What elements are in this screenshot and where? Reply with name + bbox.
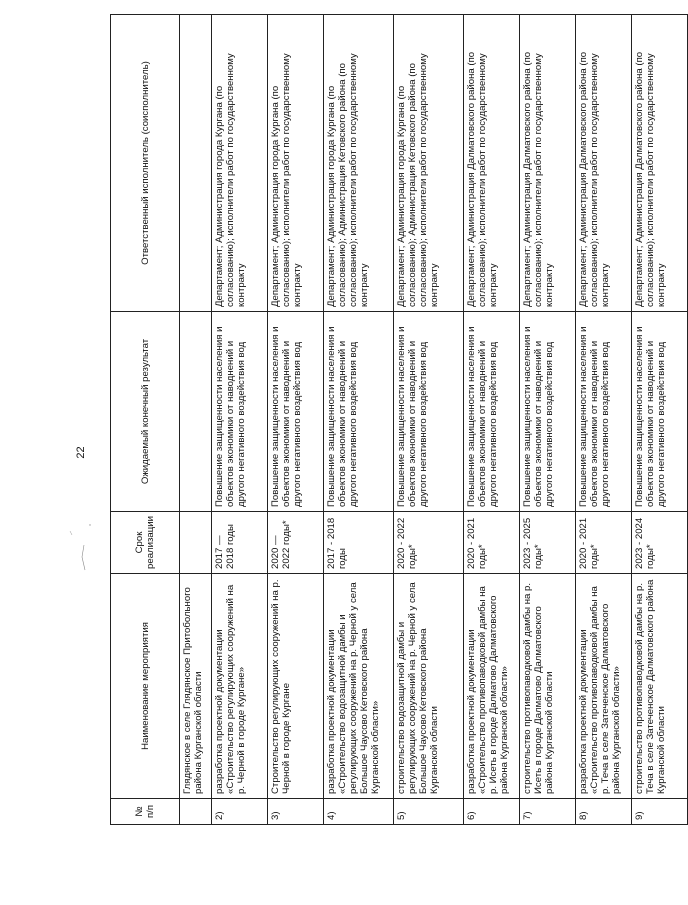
cell-term: 2017 — 2018 годы [212,512,268,574]
cell-num: 4) [324,799,394,825]
table-row [632,15,688,825]
cell-executor: Департамент; Администрация города Кургана (по согласованию); Администрация Кетовского района (по согласованию); исполнители работ по государственному контракту [324,15,394,312]
cell-result [180,312,212,512]
cell-name: разработка проектной документации «Строительство противопаводковой дамбы на р. Теча в селе Затеченское Далматовского района Курганской области» [576,574,632,799]
header-executor: Ответственный исполнитель (соисполнитель) [111,15,180,312]
measures-table [110,14,688,825]
table-header-row [111,15,180,825]
cell-name: строительство водозащитной дамбы и регулирующих сооружений на р. Черной у села Большое Чаусово Кетовского района Курганской области [394,574,464,799]
cell-term [180,512,212,574]
table-row [394,15,464,825]
cell-result: Повышение защищенности населения и объектов экономики от наводнений и другого негативного воздействия вод [212,312,268,512]
cell-result: Повышение защищенности населения и объектов экономики от наводнений и другого негативного воздействия вод [632,312,688,512]
table-row [268,15,324,825]
table-row [576,15,632,825]
cell-name: разработка проектной документации «Строительство водозащитной дамбы и регулирующих сооружений на р. Черной у села Большое Чаусово Кетовского района Курганской области» [324,574,394,799]
cell-executor: Департамент; Администрация города Кургана (по согласованию); Администрация Кетовского района (по согласованию); исполнители работ по государственному контракту [394,15,464,312]
cell-executor [180,15,212,312]
table-row [180,15,212,825]
cell-executor: Департамент; Администрация Далматовского района (по согласованию); исполнители работ по государственному контракту [520,15,576,312]
scan-speck-marks [60,515,100,575]
cell-num: 3) [268,799,324,825]
table-row [324,15,394,825]
cell-name: разработка проектной документации «Строительство противопаводковой дамбы на р. Исеть в городе Далматово Далматовского района Курганской области» [464,574,520,799]
header-num: № п/п [111,799,180,825]
cell-num: 8) [576,799,632,825]
header-term: Срок реализации [111,512,180,574]
cell-term: 2017 - 2018 годы [324,512,394,574]
cell-result: Повышение защищенности населения и объектов экономики от наводнений и другого негативного воздействия вод [324,312,394,512]
cell-num: 6) [464,799,520,825]
table-row [520,15,576,825]
cell-name: строительство противопаводковой дамбы на р. Теча в селе Затеченское Далматовского района Курганской области [632,574,688,799]
cell-term: 2020 — 2022 годы* [268,512,324,574]
cell-result: Повышение защищенности населения и объектов экономики от наводнений и другого негативного воздействия вод [464,312,520,512]
cell-num: 7) [520,799,576,825]
cell-name: Строительство регулирующих сооружений на р. Черной в городе Кургане [268,574,324,799]
cell-term: 2020 - 2021 годы* [576,512,632,574]
cell-name: Глядянское в селе Глядянское Притобольного района Курганской области [180,574,212,799]
table-row [464,15,520,825]
cell-term: 2020 - 2021 годы* [464,512,520,574]
table-row [212,15,268,825]
cell-term: 2023 - 2025 годы* [520,512,576,574]
cell-num: 2) [212,799,268,825]
cell-executor: Департамент; Администрация Далматовского района (по согласованию); исполнители работ по государственному контракту [576,15,632,312]
page-number: 22 [75,446,87,459]
header-result: Ожидаемый конечный результат [111,312,180,512]
cell-executor: Департамент; Администрация города Кургана (по согласованию); исполнители работ по государственному контракту [268,15,324,312]
cell-num: 5) [394,799,464,825]
cell-result: Повышение защищенности населения и объектов экономики от наводнений и другого негативного воздействия вод [520,312,576,512]
cell-executor: Департамент; Администрация города Кургана (по согласованию); исполнители работ по государственному контракту [212,15,268,312]
cell-num [180,799,212,825]
cell-result: Повышение защищенности населения и объектов экономики от наводнений и другого негативного воздействия вод [576,312,632,512]
cell-result: Повышение защищенности населения и объектов экономики от наводнений и другого негативного воздействия вод [394,312,464,512]
table-body [180,15,688,825]
header-name: Наименование мероприятия [111,574,180,799]
cell-term: 2023 - 2024 годы* [632,512,688,574]
cell-term: 2020 - 2022 годы* [394,512,464,574]
cell-name: строительство противопаводковой дамбы на р. Исеть в городе Далматово Далматовского района Курганской области [520,574,576,799]
cell-result: Повышение защищенности населения и объектов экономики от наводнений и другого негативного воздействия вод [268,312,324,512]
cell-name: разработка проектной документации «Строительство регулирующих сооружений на р. Черной в городе Кургане» [212,574,268,799]
cell-executor: Департамент; Администрация Далматовского района (по согласованию); исполнители работ по государственному контракту [632,15,688,312]
cell-num: 9) [632,799,688,825]
cell-executor: Департамент; Администрация Далматовского района (по согласованию); исполнители работ по государственному контракту [464,15,520,312]
